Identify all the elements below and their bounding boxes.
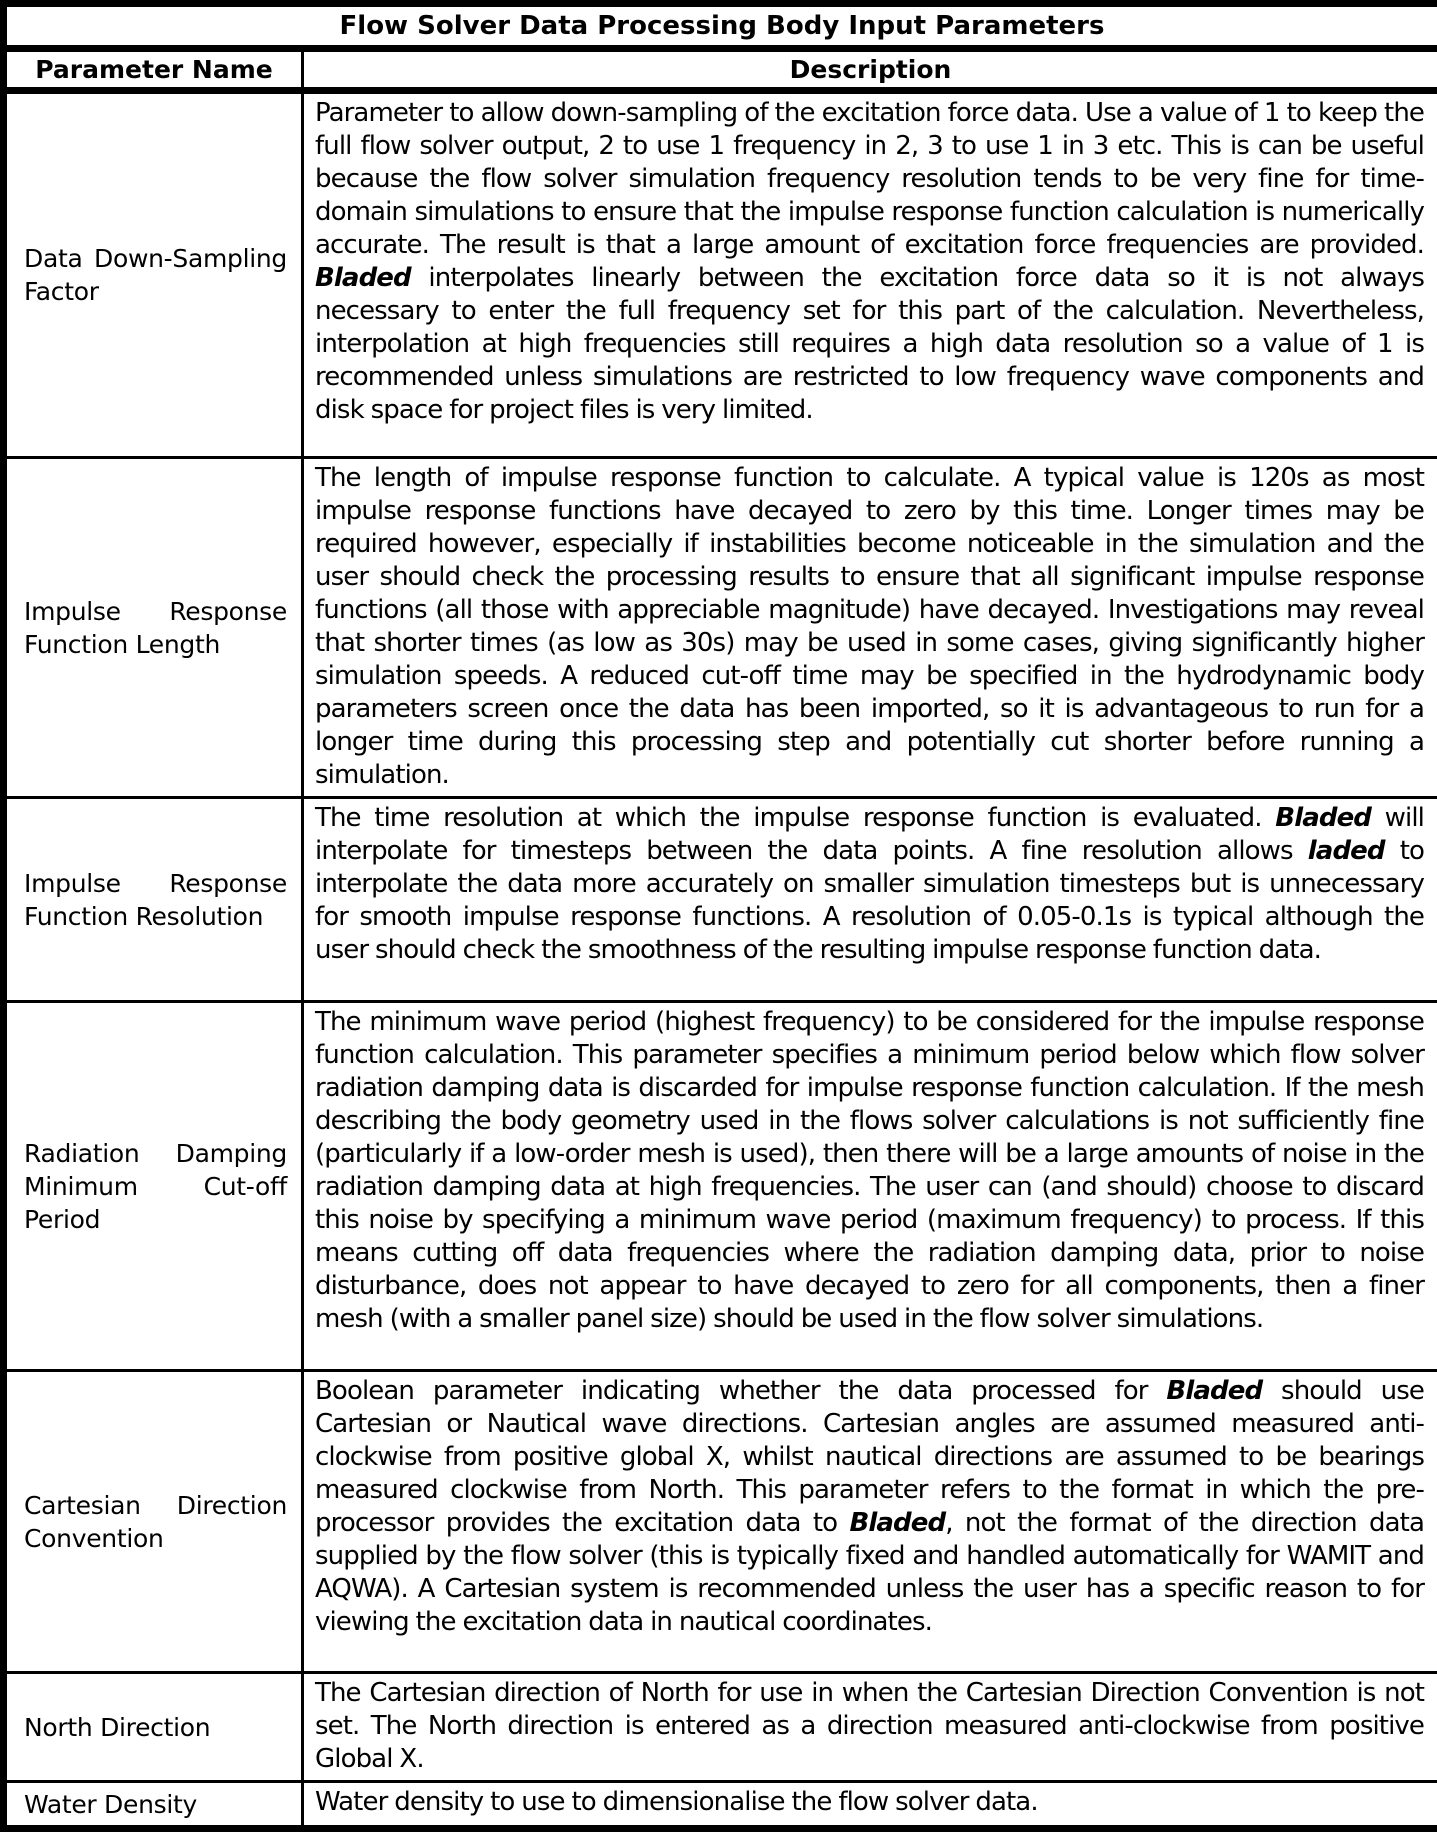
description-text: Parameter to allow down-sampling of the excitation force data. Use a value of 1 to keep the full flow solver output, 2 to use 1 frequency in 2, 3 to use 1 in 3 etc. This is can be useful because the flow solver simulation frequency resolution tends to be very fine for time-domain simulations to ensure that the impulse response function calculation is numerically accurate. The result is that a large amount of excitation force frequencies are provided. bbox=[315, 98, 1424, 260]
bladed-product-name: Bladed bbox=[1166, 1376, 1262, 1406]
parameter-name: Data Down-Sampling Factor bbox=[4, 91, 303, 458]
table-title: Flow Solver Data Processing Body Input Parameters bbox=[4, 4, 1437, 49]
bladed-product-name: Bladed bbox=[1275, 803, 1371, 833]
description-text: interpolates linearly between the excitation force data so it is not always necessary to enter the full frequency set for this part of the calculation. Nevertheless, interpolation at high frequencies still requires a high data resolution so a value of 1 is recommended unless simulations are restricted to low frequency wave components and disk space for project files is very limited. bbox=[315, 263, 1424, 425]
bladed-product-name: Bladed bbox=[315, 263, 411, 293]
parameter-name: North Direction bbox=[4, 1673, 303, 1782]
parameter-description bbox=[303, 1673, 1437, 1782]
parameter-description bbox=[303, 1782, 1437, 1829]
parameter-name: Impulse Response Function Resolution bbox=[4, 798, 303, 1002]
bladed-product-name: laded bbox=[1308, 836, 1385, 866]
column-header-description: Description bbox=[303, 49, 1437, 91]
description-text: The minimum wave period (highest frequency) to be considered for the impulse response function calculation. This parameter specifies a minimum period below which flow solver radiation damping data is discarded for impulse response function calculation. If the mesh describing the body geometry used in the flows solver calculations is not sufficiently fine (particularly if a low-order mesh is used), then there will be a large amounts of noise in the radiation damping data at high frequencies. The user can (and should) choose to discard this noise by specifying a minimum wave period (maximum frequency) to process. If this means cutting off data frequencies where the radiation damping data, prior to noise disturbance, does not appear to have decayed to zero for all components, then a finer mesh (with a smaller panel size) should be used in the flow solver simulations. bbox=[315, 1007, 1424, 1334]
parameter-description bbox=[303, 798, 1437, 1002]
description-text: Boolean parameter indicating whether the data processed for bbox=[315, 1376, 1166, 1406]
parameter-description bbox=[303, 91, 1437, 458]
parameter-name: Radiation Damping Minimum Cut-off Period bbox=[4, 1002, 303, 1371]
description-text: The time resolution at which the impulse response function is evaluated. bbox=[315, 803, 1275, 833]
table-row-cartesian-direction-convention bbox=[4, 1371, 1437, 1673]
parameter-description bbox=[303, 458, 1437, 798]
description-text: to interpolate the data more accurately on smaller simulation timesteps but is unnecessary for smooth impulse response functions. A resolution of 0.05-0.1s is typical although the user should check the smoothness of the resulting impulse response function data. bbox=[315, 836, 1424, 965]
description-text: should use Cartesian or Nautical wave directions. Cartesian angles are assumed measured anti-clockwise from positive global X, whilst nautical directions are assumed to be bearings measured clockwise from North. This parameter refers to the format in which the pre-processor provides the excitation data to bbox=[315, 1376, 1424, 1538]
table-row-radiation-damping-minimum-cut-off-period bbox=[4, 1002, 1437, 1371]
parameter-description bbox=[303, 1371, 1437, 1673]
table-row-data-down-sampling-factor bbox=[4, 91, 1437, 458]
parameter-description bbox=[303, 1002, 1437, 1371]
table-header-row bbox=[4, 49, 1437, 91]
table-row-impulse-response-function-resolution bbox=[4, 798, 1437, 1002]
table-row-north-direction bbox=[4, 1673, 1437, 1782]
table-row-impulse-response-function-length bbox=[4, 458, 1437, 798]
bladed-product-name: Bladed bbox=[849, 1508, 945, 1538]
parameter-name: Cartesian Direction Convention bbox=[4, 1371, 303, 1673]
description-text: The Cartesian direction of North for use in when the Cartesian Direction Convention is not set. The North direction is entered as a direction measured anti-clockwise from positive Global X. bbox=[315, 1678, 1424, 1774]
description-text: , not the format of the direction data supplied by the flow solver (this is typically fixed and handled automatically for WAMIT and AQWA). A Cartesian system is recommended unless the user has a specific reason to for viewing the excitation data in nautical coordinates. bbox=[315, 1508, 1424, 1637]
column-header-parameter-name: Parameter Name bbox=[4, 49, 303, 91]
description-text: will interpolate for timesteps between the data points. A fine resolution allows bbox=[315, 803, 1424, 866]
parameter-name: Water Density bbox=[4, 1782, 303, 1829]
parameter-name: Impulse Response Function Length bbox=[4, 458, 303, 798]
description-text: Water density to use to dimensionalise the flow solver data. bbox=[315, 1787, 1038, 1817]
table-row-water-density bbox=[4, 1782, 1437, 1829]
table-title-row bbox=[4, 4, 1437, 49]
description-text: The length of impulse response function to calculate. A typical value is 120s as most impulse response functions have decayed to zero by this time. Longer times may be required however, especially if instabilities become noticeable in the simulation and the user should check the processing results to ensure that all significant impulse response functions (all those with appreciable magnitude) have decayed. Investigations may reveal that shorter times (as low as 30s) may be used in some cases, giving significantly higher simulation speeds. A reduced cut-off time may be specified in the hydrodynamic body parameters screen once the data has been imported, so it is advantageous to run for a longer time during this processing step and potentially cut shorter before running a simulation. bbox=[315, 463, 1424, 790]
